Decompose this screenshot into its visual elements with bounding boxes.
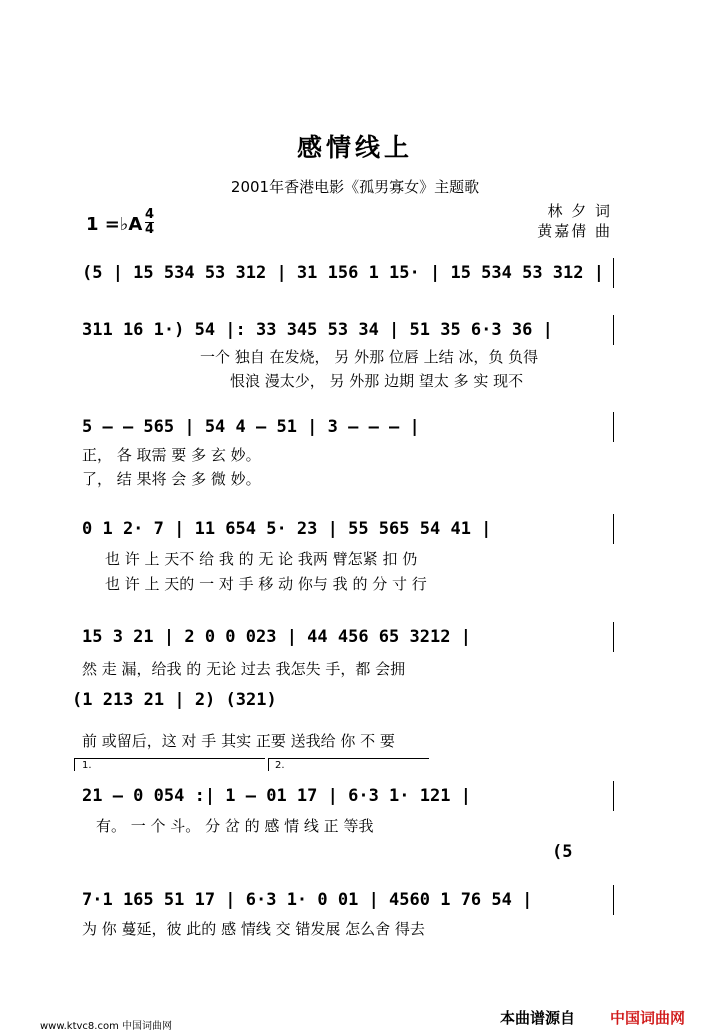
lyricist-credit: 林 夕 词 — [547, 202, 612, 220]
song-title: 感情线上 — [296, 133, 413, 162]
notation-line: 311 16 1·) 54 |: 33 345 53 34 | 51 35 6·3 36 | — [82, 320, 553, 340]
volta-first-label: 1. — [82, 760, 92, 771]
notation-line: 15 3 21 | 2 0 0 023 | 44 456 65 3212 | — [82, 627, 471, 647]
lyric-line: 一个 独自 在发烧， 另 外那 位唇 上结 冰，负 负得 — [200, 348, 539, 366]
meter-top: 4 — [145, 207, 155, 222]
notation-line: 5 – – 565 | 54 4 – 51 | 3 – – – | — [82, 417, 420, 437]
lyric-line: 有。 一 个 斗。 分 岔 的 感 情 线 正 等我 — [96, 817, 374, 835]
lyric-line: 为 你 蔓延，彼 此的 感 情线 交 错发展 怎么舍 得去 — [82, 920, 425, 938]
meter-bottom: 4 — [145, 222, 155, 237]
lyric-line: 前 或留后，这 对 手 其实 正要 送我给 你 不 要 — [82, 732, 395, 750]
notation-line: 0 1 2· 7 | 11 654 5· 23 | 55 565 54 41 | — [82, 519, 492, 539]
lyric-line: 也 许 上 天的 一 对 手 移 动 你与 我 的 分 寸 行 — [105, 575, 427, 593]
song-subtitle: 2001年香港电影《孤男寡女》主题歌 — [230, 178, 480, 196]
notation-line: (1 213 21 | 2) (321) — [72, 690, 277, 710]
footer-url[interactable]: www.ktvc8.com 中国词曲网 — [40, 1021, 173, 1032]
lyric-line: 也 许 上 天不 给 我 的 无 论 我两 臂怎紧 扣 仍 — [105, 550, 418, 568]
notation-line: 7·1 165 51 17 | 6·3 1· 0 01 | 4560 1 76 54 | — [82, 890, 533, 910]
time-signature — [145, 208, 154, 236]
footer-site-name[interactable]: 中国词曲网 — [610, 1009, 686, 1027]
lyric-line: 然 走 漏，给我 的 无论 过去 我怎失 手，都 会拥 — [82, 660, 406, 678]
lyric-line: 正， 各 取需 要 多 玄 妙。 — [82, 446, 261, 464]
lyric-line: 恨浪 漫太少， 另 外那 边期 望太 多 实 现不 — [230, 372, 524, 390]
lyric-line: 了， 结 果将 会 多 微 妙。 — [82, 470, 261, 488]
notation-line: 21 – 0 054 :| 1 – 01 17 | 6·3 1· 121 | — [82, 786, 471, 806]
pickup-note: (5 — [552, 842, 573, 862]
notation-line: (5 | 15 534 53 312 | 31 156 1 15· | 15 534 53 312 | — [82, 263, 604, 283]
composer-credit: 黄嘉倩 曲 — [537, 222, 612, 240]
volta-second-label: 2. — [275, 760, 285, 771]
key-signature: 1 =♭A — [86, 214, 143, 235]
footer-source-label: 本曲谱源自 — [500, 1009, 576, 1027]
